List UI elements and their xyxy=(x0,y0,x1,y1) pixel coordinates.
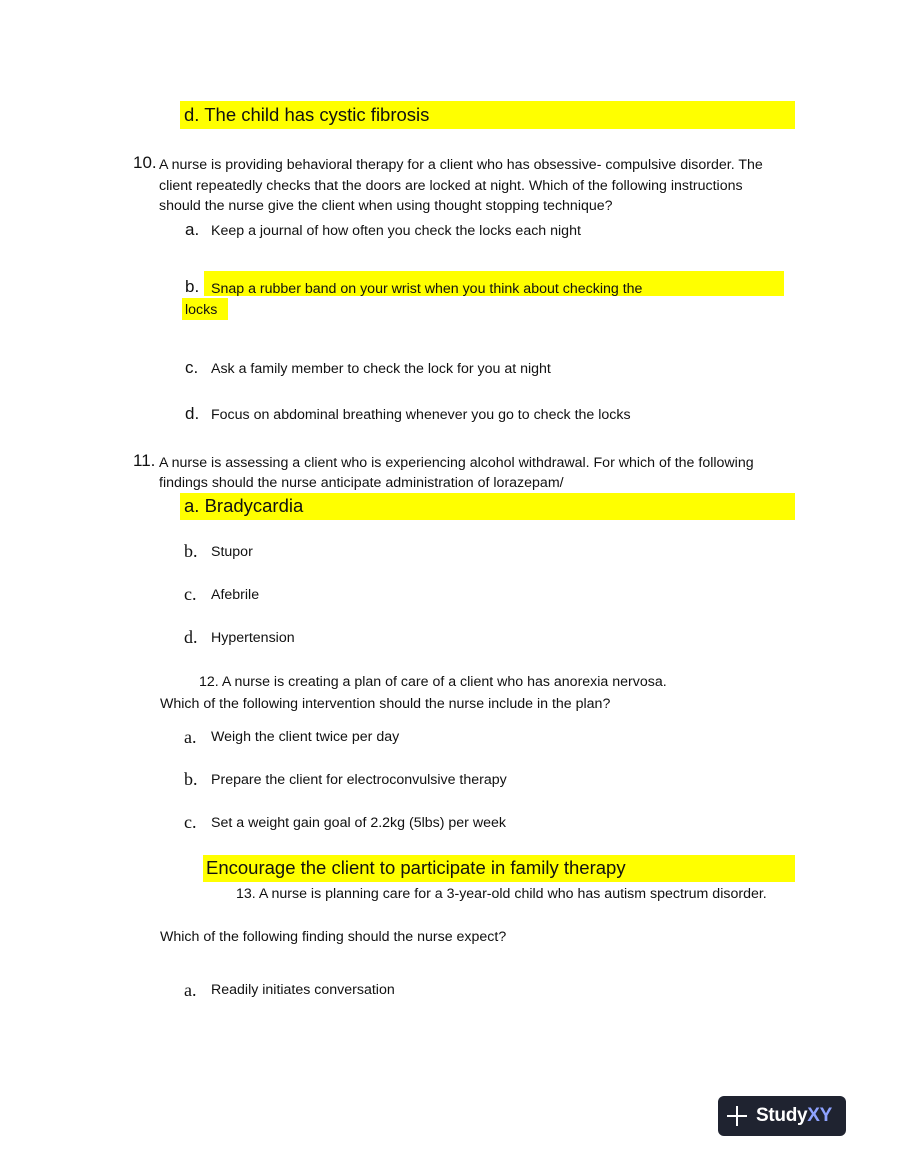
question-12-line-1: 12. A nurse is creating a plan of care of a client who has anorexia nervosa. xyxy=(199,674,667,690)
option-letter-c: c. xyxy=(184,812,197,832)
option-text: Set a weight gain goal of 2.2kg (5lbs) per week xyxy=(211,815,506,831)
brand-name-suffix: XY xyxy=(807,1105,833,1126)
question-10-line-3: should the nurse give the client when using thought stopping technique? xyxy=(159,198,613,214)
studyxy-logo[interactable] xyxy=(718,1096,846,1136)
option-text: Keep a journal of how often you check the locks each night xyxy=(211,223,581,239)
option-letter-d: d. xyxy=(184,627,198,647)
answer-family-therapy: Encourage the client to participate in family therapy xyxy=(206,857,626,878)
question-13-line-1: 13. A nurse is planning care for a 3-year-old child who has autism spectrum disorder. xyxy=(236,886,767,902)
option-letter-b: b. xyxy=(184,769,198,789)
question-11-line-2: findings should the nurse anticipate administration of lorazepam/ xyxy=(159,475,564,491)
question-13-line-2: Which of the following finding should the nurse expect? xyxy=(160,929,507,945)
question-11-line-1: A nurse is assessing a client who is experiencing alcohol withdrawal. For which of the following xyxy=(159,455,754,471)
question-10-line-1: A nurse is providing behavioral therapy for a client who has obsessive- compulsive disorder. The xyxy=(159,157,763,173)
option-text: Prepare the client for electroconvulsive therapy xyxy=(211,772,507,788)
option-letter-a: a. xyxy=(184,980,197,1000)
question-number-10: 10. xyxy=(133,153,157,172)
question-10-line-2: client repeatedly checks that the doors are locked at night. Which of the following instructions xyxy=(159,178,743,194)
question-number-11: 11. xyxy=(133,451,156,470)
brand-name xyxy=(756,1105,832,1127)
option-text: Ask a family member to check the lock for you at night xyxy=(211,361,551,377)
answer-rubber-band: Snap a rubber band on your wrist when you think about checking the xyxy=(211,281,643,297)
option-letter-c: c. xyxy=(185,358,199,377)
option-text: Readily initiates conversation xyxy=(211,982,395,998)
brand-name-prefix: Study xyxy=(756,1105,808,1126)
option-letter-b: b. xyxy=(184,541,198,561)
option-letter-a: a. xyxy=(185,220,200,239)
option-text: Hypertension xyxy=(211,630,295,646)
answer-rubber-band-continued: locks xyxy=(185,302,218,318)
option-letter-c: c. xyxy=(184,584,197,604)
answer-cystic-fibrosis: d. The child has cystic fibrosis xyxy=(184,104,430,125)
option-text: Stupor xyxy=(211,544,253,560)
answer-bradycardia: a. Bradycardia xyxy=(184,495,304,516)
option-text: Afebrile xyxy=(211,587,260,603)
option-text: Weigh the client twice per day xyxy=(211,729,400,745)
question-12-line-2: Which of the following intervention should the nurse include in the plan? xyxy=(160,696,611,712)
option-letter-d: d. xyxy=(185,404,200,423)
option-letter-b: b. xyxy=(185,277,200,296)
option-text: Focus on abdominal breathing whenever you go to check the locks xyxy=(211,407,631,423)
option-letter-a: a. xyxy=(184,727,197,747)
